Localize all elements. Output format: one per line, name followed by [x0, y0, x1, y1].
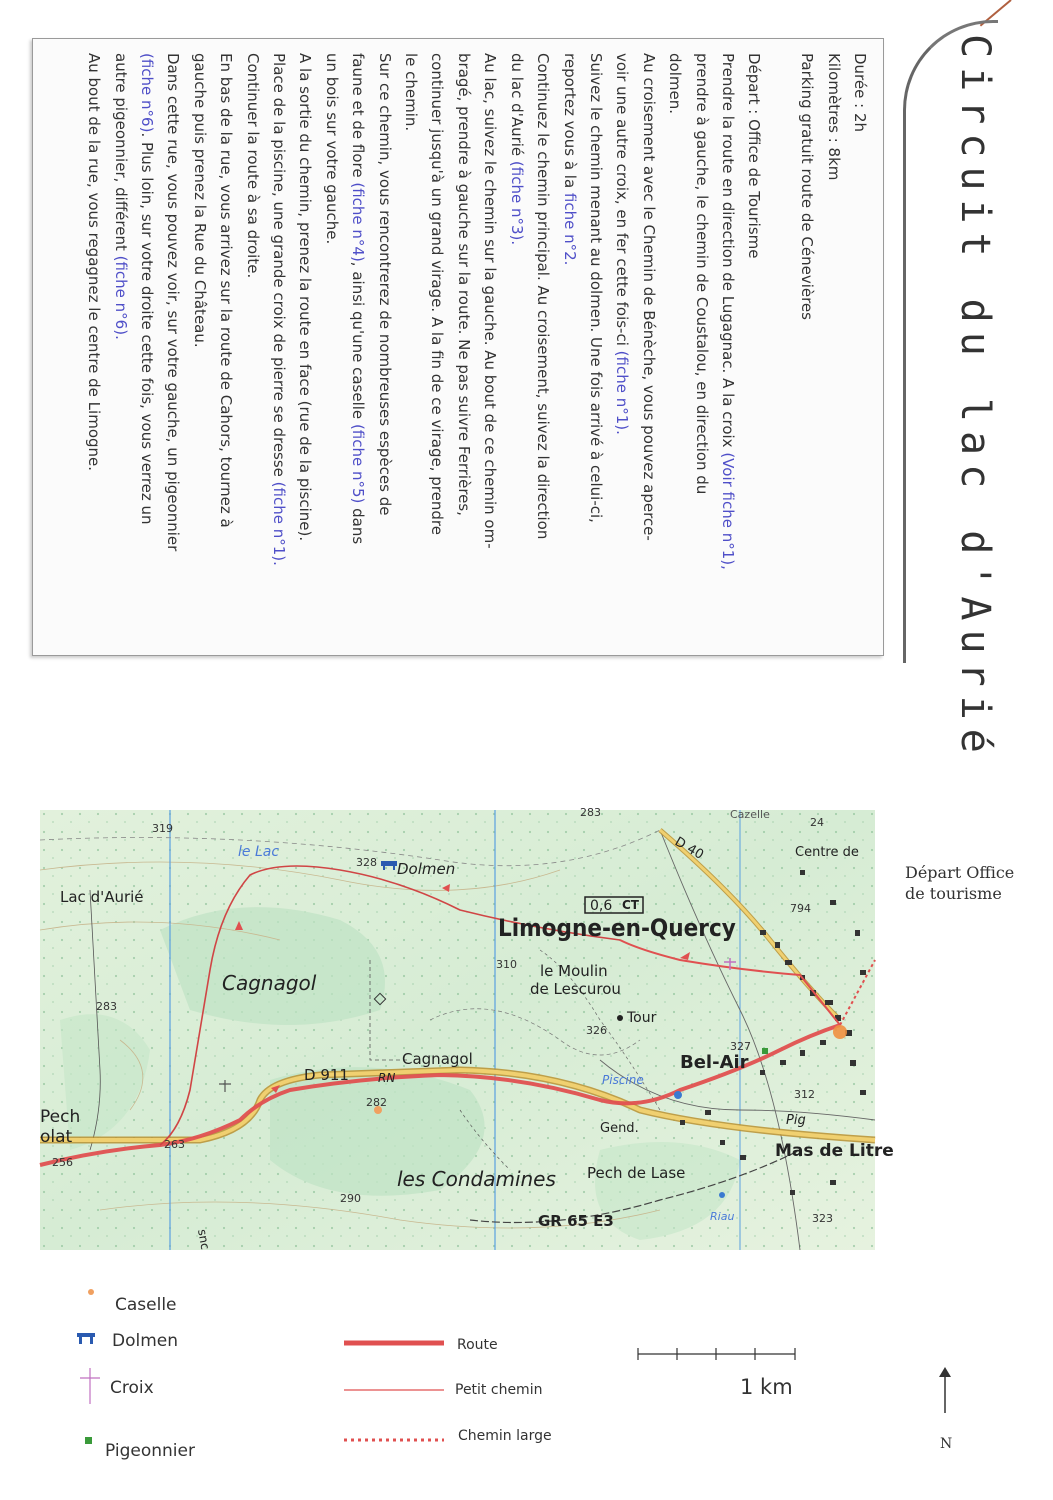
step-line: Au croisement avec le Chemin de Bénèche, vous pouvez aperce-: [639, 53, 658, 541]
distance: Kilomètres : 8km: [824, 53, 843, 181]
fiche-link[interactable]: (fiche n°1).: [613, 350, 632, 435]
step-line: gauche puis prenez la Rue du Château.: [190, 53, 209, 348]
fiche-link[interactable]: (fiche n°6).: [111, 255, 130, 340]
fiche-link[interactable]: (fiche n°1).: [270, 481, 289, 566]
legend-petit-chemin: Petit chemin: [455, 1382, 543, 1398]
scale-bar: [630, 1340, 800, 1370]
label-zero-six: 0,6: [590, 898, 613, 914]
svg-text:283: 283: [580, 806, 601, 819]
itinerary-text: [81, 53, 873, 641]
legend-pigeonnier: Pigeonnier: [105, 1441, 195, 1461]
svg-text:282: 282: [366, 1096, 387, 1109]
label-gr65: GR 65 E3: [538, 1212, 614, 1230]
svg-text:328: 328: [356, 856, 377, 869]
label-pech-2: olat: [40, 1127, 73, 1147]
step-line: A la sortie du chemin, prenez la route en face (rue de la piscine).: [296, 53, 315, 542]
label-les-condamines: les Condamines: [397, 1167, 556, 1191]
duration: Durée : 2h: [851, 53, 869, 132]
step-line: En bas de la rue, vous arrivez sur la route de Cahors, tournez à: [217, 53, 236, 528]
croix-icon: [80, 1368, 100, 1404]
legend-croix: Croix: [110, 1378, 154, 1398]
step-depart: Départ : Office de Tourisme: [745, 53, 764, 259]
step-line: Au lac, suivez le chemin sur la gauche. Au bout de ce chemin om-: [481, 53, 500, 549]
legend-lines: [340, 1330, 450, 1450]
fiche-link[interactable]: (fiche n°4): [349, 182, 368, 262]
step-line: (fiche n°6). Plus loin, sur votre droite cette fois, vous verrez un: [138, 53, 157, 525]
step-line: Suivez le chemin menant au dolmen. Une fois arrivé à celui-ci,: [586, 53, 605, 523]
fiche-link[interactable]: fiche n°2.: [560, 192, 579, 266]
label-snc: snc: [195, 1228, 213, 1251]
step-line: Dans cette rue, vous pouvez voir, sur votre gauche, un pigeonnier: [164, 53, 183, 552]
step-line: Place de la piscine, une grande croix de pierre se dresse (fiche n°1).: [270, 53, 289, 566]
fiche-link[interactable]: (fiche n°3).: [507, 160, 526, 246]
svg-text:312: 312: [794, 1088, 815, 1101]
step-line: faune et de flore (fiche n°4), ainsi qu'une caselle (fiche n°5) dans: [349, 53, 368, 545]
dolmen-icon: [77, 1333, 95, 1344]
label-pech-1: Pech: [40, 1107, 81, 1127]
svg-text:283: 283: [96, 1000, 117, 1013]
svg-text:323: 323: [812, 1212, 833, 1225]
legend-chemin-large: Chemin large: [458, 1428, 552, 1444]
label-cagnagol: Cagnagol: [222, 971, 317, 995]
north-arrow-icon: [935, 1365, 955, 1415]
svg-text:263: 263: [164, 1138, 185, 1151]
legend-route: Route: [457, 1337, 498, 1353]
label-d911: D 911: [304, 1066, 349, 1084]
fiche-link[interactable]: (fiche n°6): [138, 53, 157, 133]
step-line: bragé, prendre à gauche sur la route. Ne pas suivre Ferrières,: [454, 53, 473, 516]
step-line: continuer jusqu'à un grand virage. A la fin de ce virage, prendre: [428, 53, 447, 535]
svg-text:24: 24: [810, 816, 824, 829]
label-tour: Tour: [627, 1010, 657, 1026]
svg-text:794: 794: [790, 902, 811, 915]
step-line: le chemin.: [402, 53, 421, 132]
label-centre-de: Centre de: [795, 845, 859, 860]
label-riau: Riau: [710, 1210, 735, 1223]
legend-dolmen: Dolmen: [112, 1331, 179, 1351]
step-line: reportez vous à la fiche n°2.: [560, 53, 579, 266]
scale-label: 1 km: [740, 1375, 793, 1399]
label-moulin-1: le Moulin: [540, 962, 608, 980]
label-pig: Pig: [786, 1113, 806, 1128]
north-label: N: [940, 1436, 953, 1452]
step-line: dolmen.: [666, 53, 685, 114]
svg-text:327: 327: [730, 1040, 751, 1053]
svg-text:319: 319: [152, 822, 173, 835]
step-line: Au bout de la rue, vous regagnez le centre de Limogne.: [85, 53, 104, 472]
label-moulin-2: de Lescurou: [530, 980, 621, 998]
step-line: Continuez le chemin principal. Au croisement, suivez la direction: [534, 53, 553, 540]
step-line: un bois sur votre gauche.: [322, 53, 341, 245]
caselle-icon: [88, 1289, 94, 1295]
page-title: Circuit du lac d'Aurié: [952, 34, 998, 762]
label-lac-aurie: Lac d'Aurié: [60, 888, 144, 906]
svg-text:310: 310: [496, 958, 517, 971]
step-line: Continuer la route à sa droite.: [243, 53, 262, 279]
pigeonnier-marker: [762, 1048, 768, 1054]
pigeonnier-icon: [85, 1437, 92, 1444]
step-line: Sur ce chemin, vous rencontrerez de nombreuses espèces de: [375, 53, 394, 516]
svg-text:290: 290: [340, 1192, 361, 1205]
parking: Parking gratuit route de Cénevières: [798, 53, 817, 320]
topographic-map: [40, 806, 894, 1251]
itinerary-panel: [20, 20, 1020, 762]
legend-caselle: Caselle: [115, 1295, 177, 1315]
depart-annotation: Départ Office de tourisme: [905, 863, 1015, 903]
label-pech-de-lase: Pech de Lase: [587, 1164, 686, 1182]
itinerary-box: [32, 38, 884, 656]
label-mas-de-litre: Mas de Litre: [775, 1141, 894, 1161]
step-line: du lac d'Aurié (fiche n°3).: [507, 53, 526, 246]
label-le-lac: le Lac: [238, 844, 280, 860]
fiche-link[interactable]: (Voir fiche n°1),: [718, 452, 737, 570]
label-ct: CT: [622, 898, 639, 912]
fiche-link[interactable]: (fiche n°5): [349, 423, 368, 504]
label-piscine: Piscine: [602, 1073, 644, 1087]
svg-text:326: 326: [586, 1024, 607, 1037]
label-rn: RN: [378, 1071, 396, 1085]
label-dolmen: Dolmen: [397, 860, 456, 878]
label-cagnagol-small: Cagnagol: [402, 1050, 473, 1068]
label-limogne: Limogne-en-Quercy: [498, 914, 736, 943]
step-line: Prendre la route en direction de Lugagnac. A la croix (Voir fiche n°1),: [718, 53, 737, 570]
svg-text:256: 256: [52, 1156, 73, 1169]
label-d40: D 40: [672, 834, 707, 863]
label-cazelle: Cazelle: [730, 808, 770, 821]
label-gend: Gend.: [600, 1121, 639, 1136]
step-line: voir une autre croix, en fer cette fois-ci (fiche n°1).: [613, 53, 632, 435]
step-line: autre pigeonnier, différent (fiche n°6).: [111, 53, 130, 340]
step-line: prendre à gauche, le chemin de Coustalou, en direction du: [692, 53, 711, 495]
label-bel-air: Bel-Air: [680, 1052, 749, 1073]
